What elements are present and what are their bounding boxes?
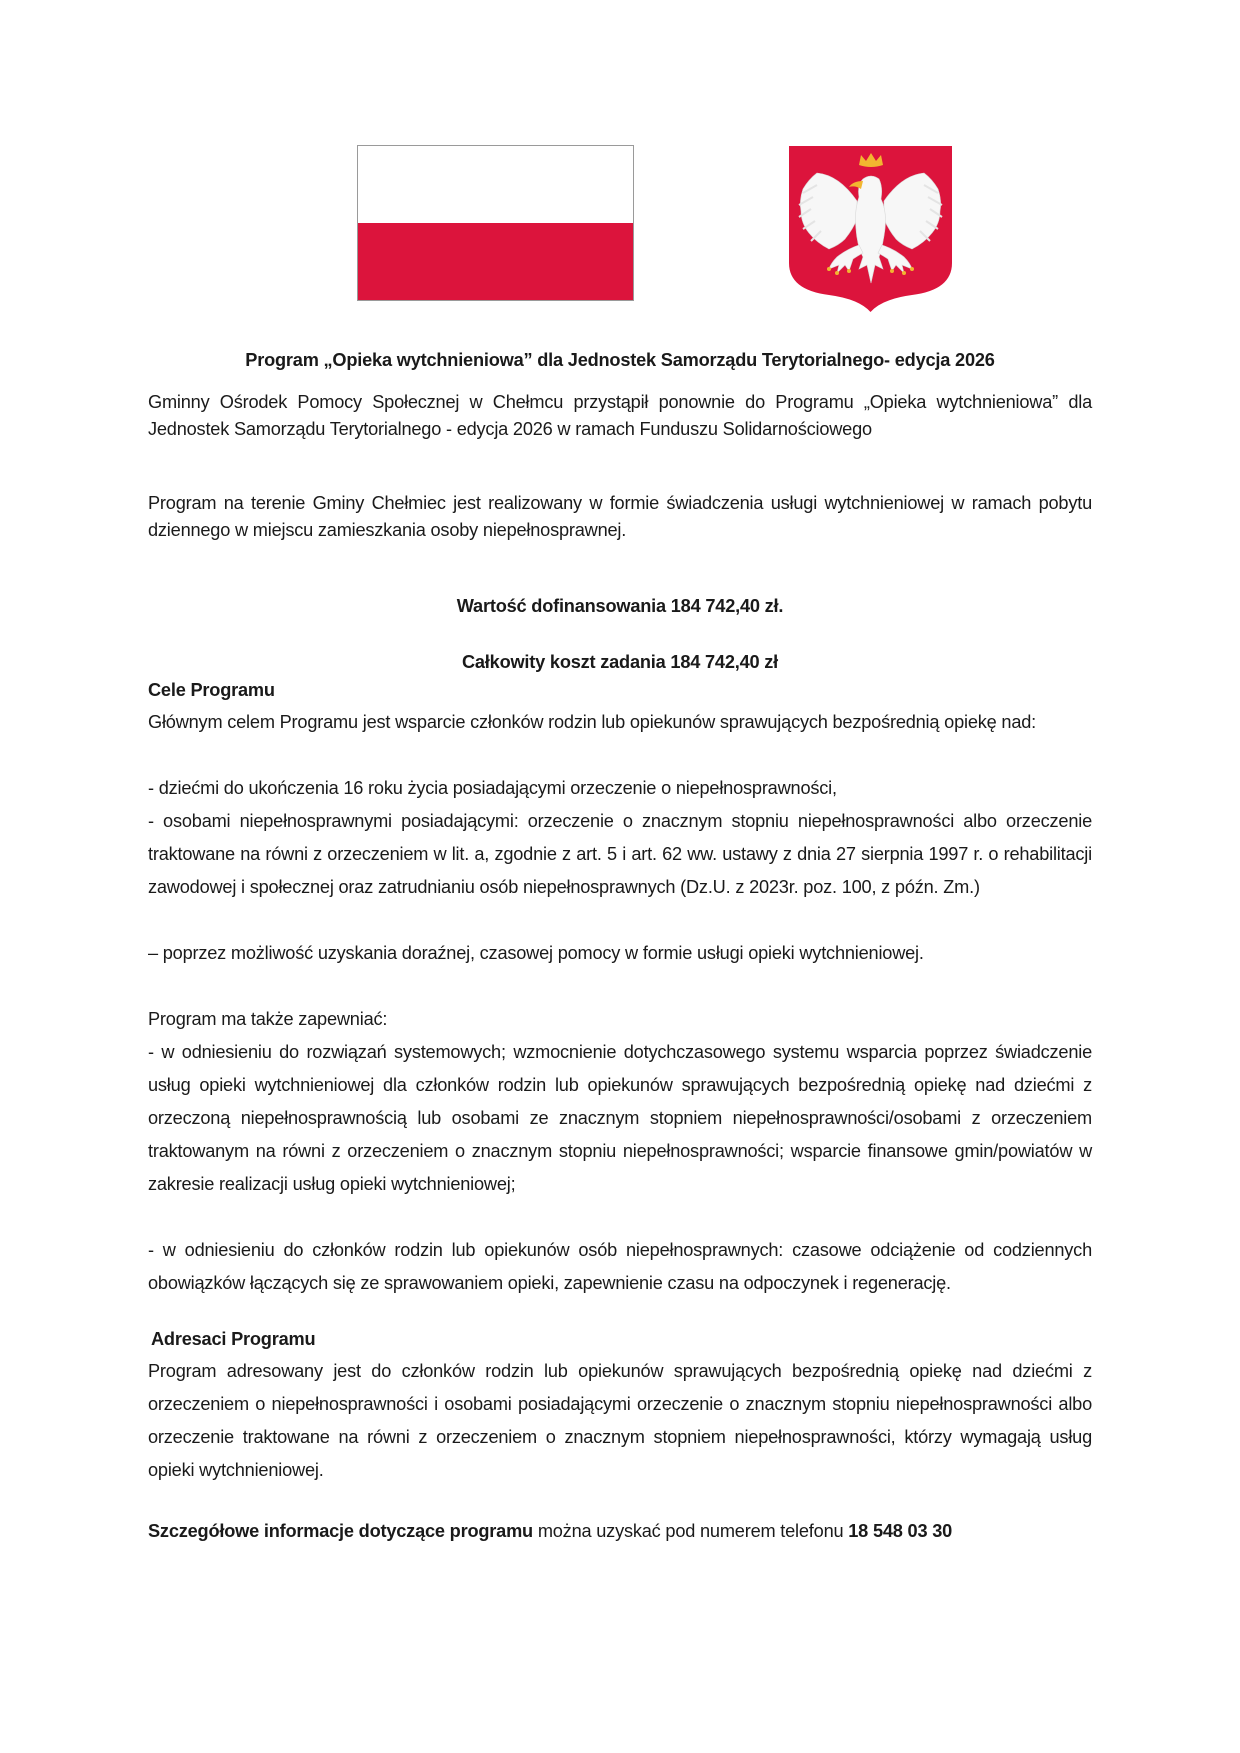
polish-flag [357, 145, 634, 301]
section-heading-adresaci: Adresaci Programu [151, 1329, 316, 1349]
total-cost: Całkowity koszt zadania 184 742,40 zł [461, 652, 779, 672]
cele-lead: Głównym celem Programu jest wsparcie członków rodzin lub opiekunów sprawujących bezpośrednią opiekę nad: [148, 712, 1037, 732]
contact-lead: Szczegółowe informacje dotyczące programu [148, 1521, 533, 1541]
program-also-families: - w odniesieniu do członków rodzin lub opiekunów osób niepełnosprawnych: czasowe odciążenie od codziennych obowiązków łączących się ze sprawowaniem opieki, zapewnienie czasu na odpoczynek i regenerację. [148, 1240, 1092, 1293]
intro-paragraph: Gminny Ośrodek Pomocy Społecznej w Chełmcu przystąpił ponownie do Programu „Opieka wytchnieniowa” dla Jednostek Samorządu Terytorialnego - edycja 2026 w ramach Funduszu Solidarnościowego [148, 392, 1092, 439]
page-title: Program „Opieka wytchnieniowa” dla Jednostek Samorządu Terytorialnego- edycja 2026 [245, 350, 995, 370]
section-heading-cele: Cele Programu [148, 680, 275, 700]
cele-item-children: - dziećmi do ukończenia 16 roku życia posiadającymi orzeczenie o niepełnosprawności, [148, 778, 837, 798]
program-also-systemic: - w odniesieniu do rozwiązań systemowych; wzmocnienie dotychczasowego systemu wsparcia poprzez świadczenie usług opieki wytchnieniowej dla członków rodzin lub opiekunów sprawujących bezpośrednią opiekę nad dziećmi z orzeczoną niepełnosprawnością lub osobami ze znacznym stopniem niepełnosprawności/osobami z orzeczeniem traktowanym na równi z orzeczeniem o znacznym stopniu niepełnosprawności; wsparcie finansowe gmin/powiatów w zakresie realizacji usług opieki wytchnieniowej; [148, 1042, 1092, 1194]
contact-phone: 18 548 03 30 [848, 1521, 953, 1541]
funding-value: Wartość dofinansowania 184 742,40 zł. [456, 596, 784, 616]
program-also-lead: Program ma także zapewniać: [148, 1009, 388, 1029]
flag-white-stripe [358, 146, 633, 223]
flag-red-stripe [358, 223, 633, 300]
contact-middle: można uzyskać pod numerem telefonu [532, 1521, 849, 1541]
contact-line [148, 1521, 1092, 1542]
cele-item-support: – poprzez możliwość uzyskania doraźnej, czasowej pomocy w formie usługi opieki wytchnieniowej. [148, 943, 924, 963]
polish-coat-of-arms-icon [787, 145, 954, 313]
realization-paragraph: Program na terenie Gminy Chełmiec jest realizowany w formie świadczenia usługi wytchnieniowej w ramach pobytu dziennego w miejscu zamieszkania osoby niepełnosprawnej. [148, 493, 1092, 540]
cele-item-disabled-adults: - osobami niepełnosprawnymi posiadającymi: orzeczenie o znacznym stopniu niepełnosprawności albo orzeczenie traktowane na równi z orzeczeniem w lit. a, zgodnie z art. 5 i art. 62 ww. ustawy z dnia 27 sierpnia 1997 r. o rehabilitacji zawodowej i społecznej oraz zatrudnianiu osób niepełnosprawnych (Dz.U. z 2023r. poz. 100, z późn. Zm.) [148, 811, 1092, 897]
adresaci-text: Program adresowany jest do członków rodzin lub opiekunów sprawujących bezpośrednią opiekę nad dziećmi z orzeczeniem o niepełnosprawności i osobami posiadającymi orzeczenie o znacznym stopniu niepełnosprawności albo orzeczenie traktowane na równi z orzeczeniem o znacznym stopniem niepełnosprawności, którzy wymagają usług opieki wytchnieniowej. [148, 1361, 1092, 1480]
